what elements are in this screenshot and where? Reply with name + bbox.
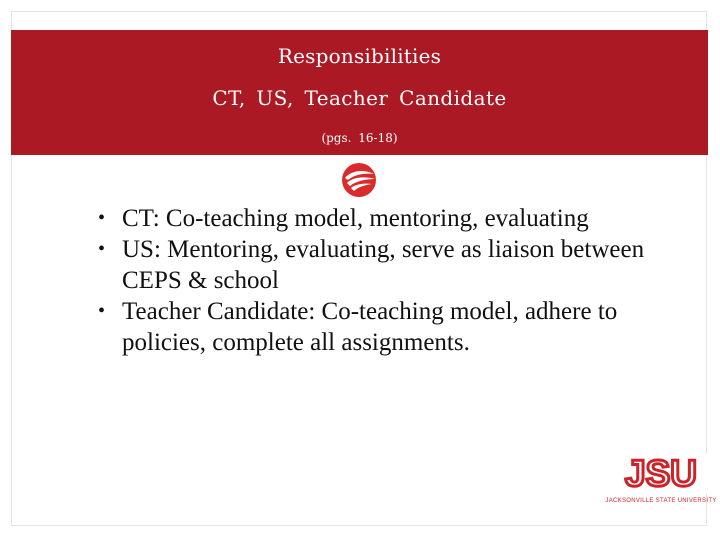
- bullet-item-us: [98, 234, 658, 296]
- bullet-marker: •: [98, 300, 106, 322]
- logo-subtext: JACKSONVILLE STATE UNIVERSITY: [605, 498, 717, 504]
- slide-subtitle: CT, US, Teacher Candidate: [212, 86, 507, 110]
- bullet-marker: •: [98, 207, 106, 229]
- bullet-marker: •: [98, 238, 106, 260]
- bullet-text: CT: Co-teaching model, mentoring, evaluating: [122, 205, 589, 232]
- logo-wordmark: JSU: [625, 453, 697, 494]
- bullet-text: Teacher Candidate: Co-teaching model, adhere to policies, complete all assignments.: [122, 298, 618, 356]
- swoosh-emblem-icon: [339, 161, 379, 199]
- page-reference: (pgs. 16-18): [321, 131, 398, 145]
- title-band: [11, 30, 708, 155]
- bullet-text: US: Mentoring, evaluating, serve as liaison between CEPS & school: [122, 236, 645, 294]
- slide-title: Responsibilities: [277, 44, 442, 68]
- bullet-item-teacher-candidate: [98, 296, 658, 358]
- bullet-list: [98, 203, 658, 358]
- bullet-item-ct: [98, 203, 658, 234]
- jsu-logo: [605, 452, 717, 508]
